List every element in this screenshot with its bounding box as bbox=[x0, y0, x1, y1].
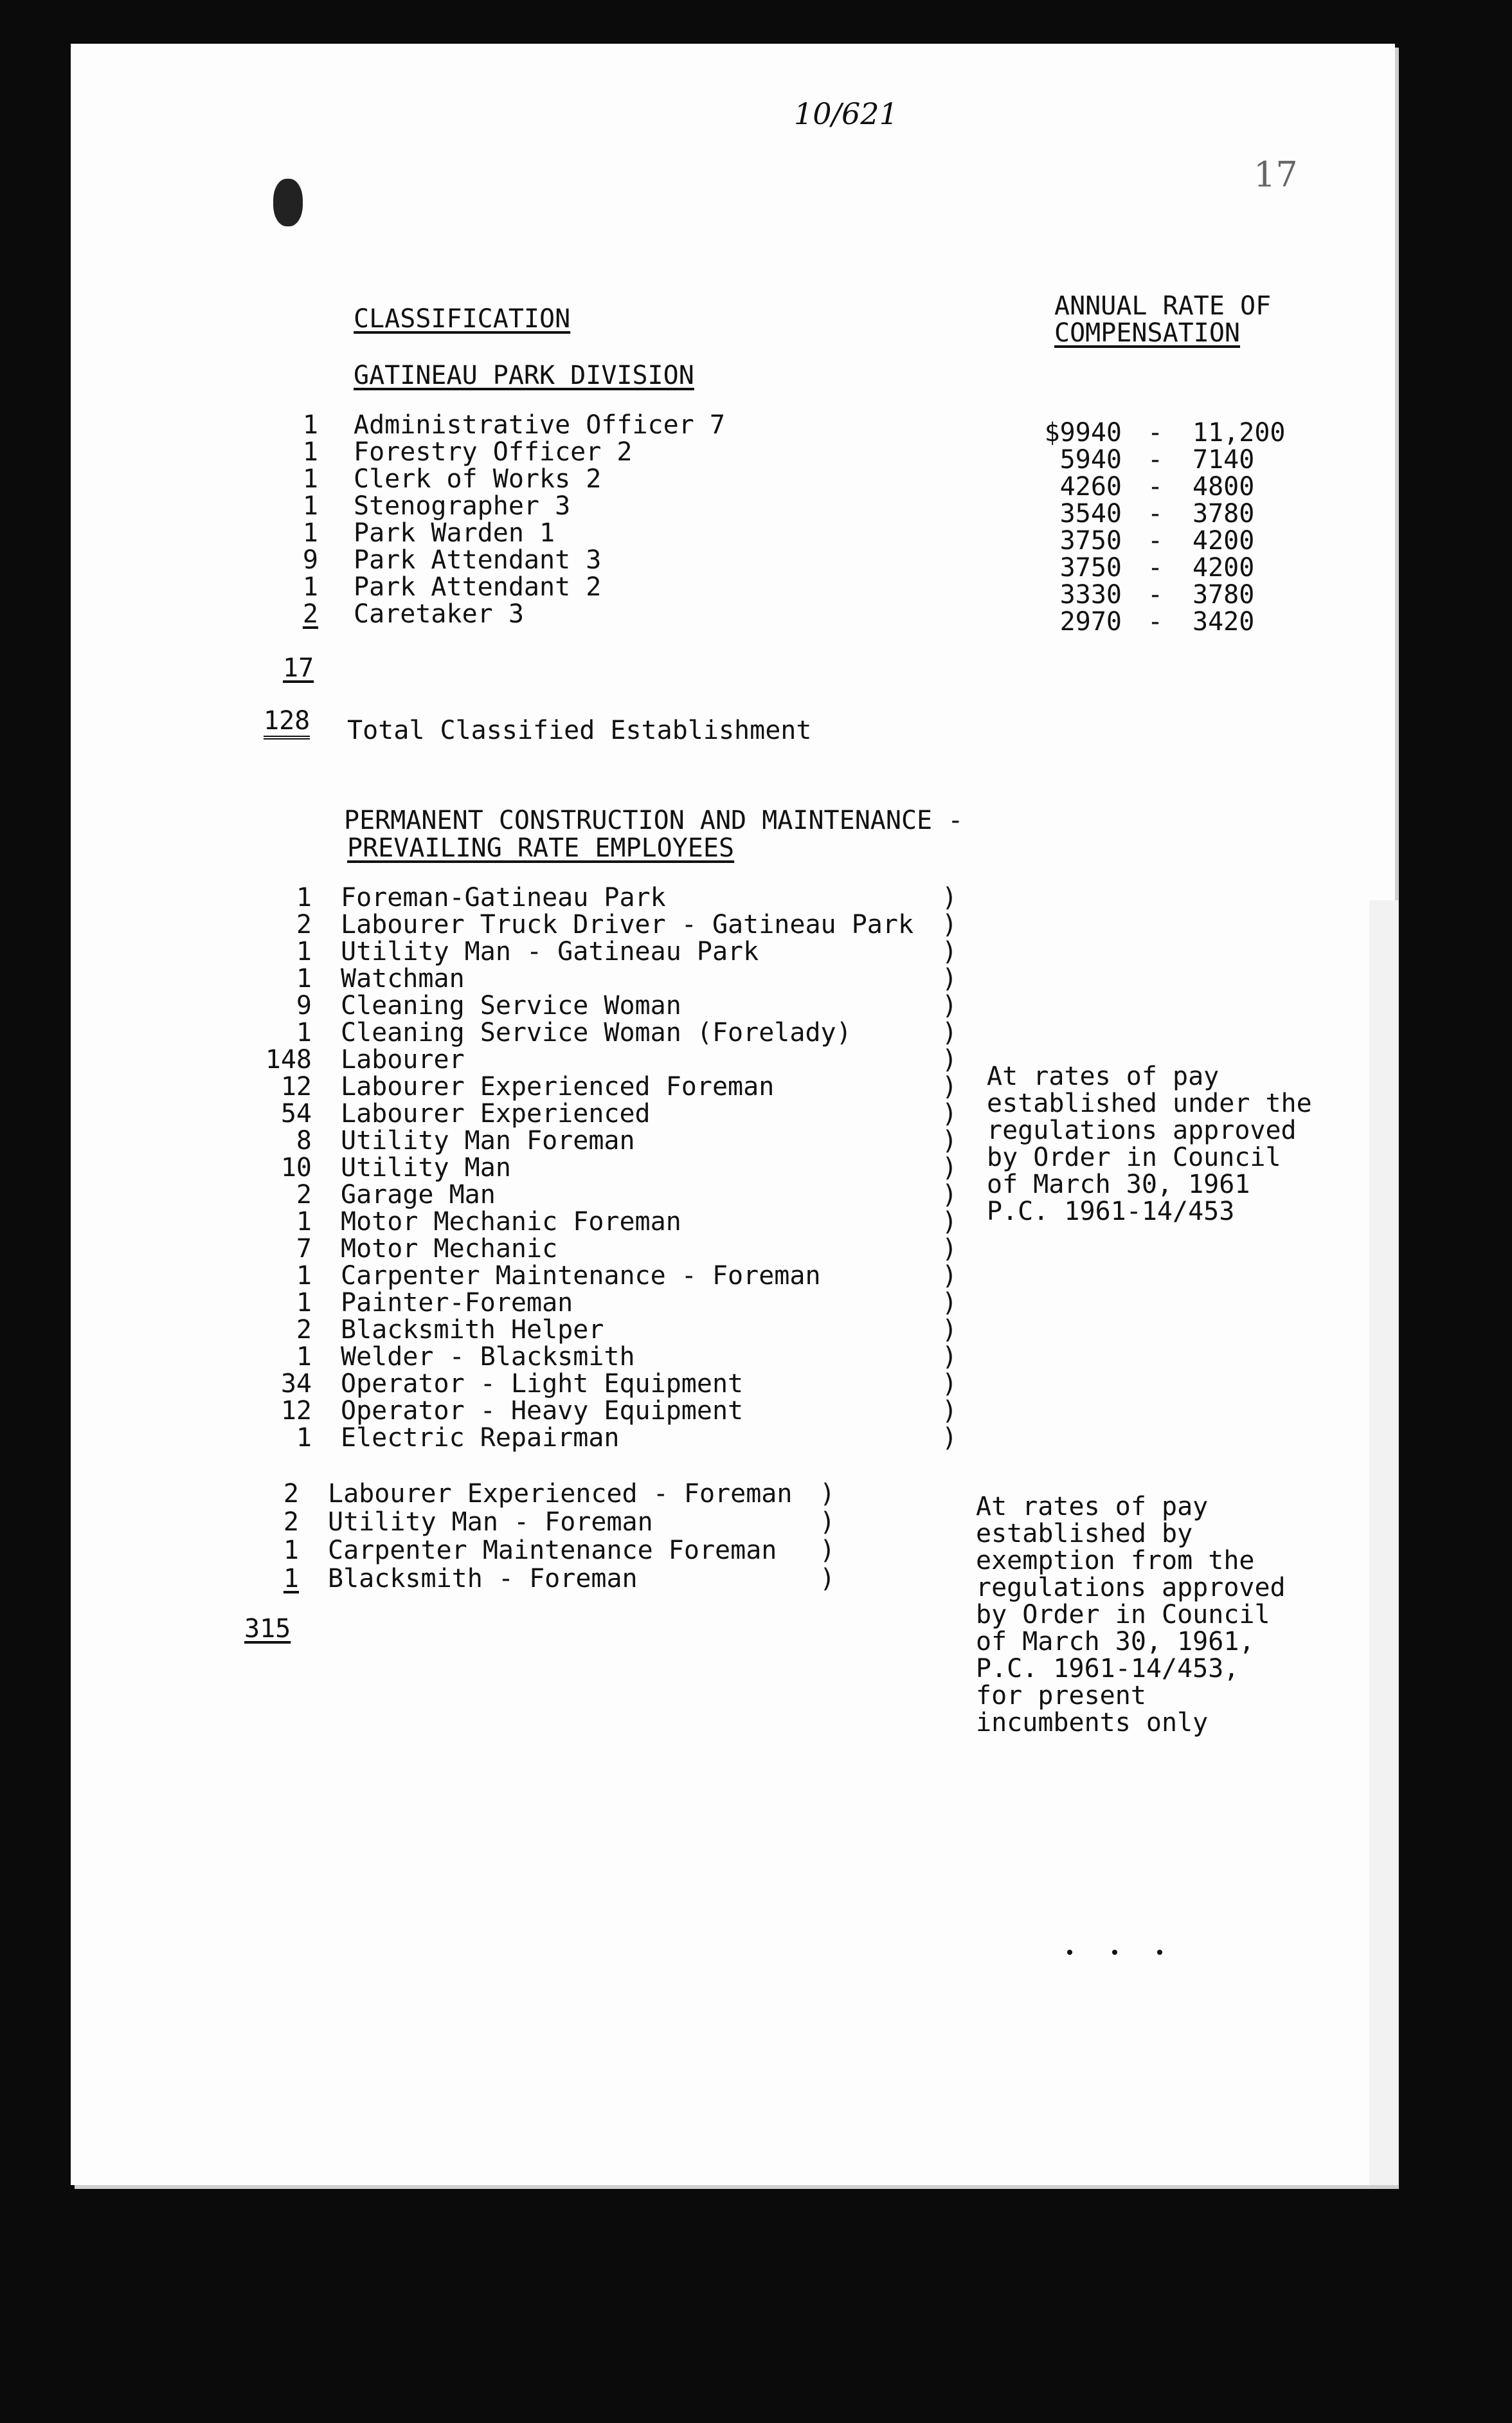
row-count: 7 bbox=[296, 1234, 312, 1264]
grand-total: 315 bbox=[244, 1614, 291, 1644]
note-line: by Order in Council bbox=[976, 1600, 1270, 1629]
classified-total-label: Total Classified Establishment bbox=[347, 716, 812, 745]
row-count: 54 bbox=[280, 1099, 312, 1129]
rate-high: 4800 bbox=[1192, 472, 1255, 502]
note-line: of March 30, 1961, bbox=[976, 1627, 1255, 1656]
note-line: regulations approved bbox=[987, 1116, 1297, 1145]
row-count: 1 bbox=[302, 410, 318, 440]
page-number: 17 bbox=[1254, 154, 1298, 195]
bracket: ) bbox=[942, 883, 958, 912]
row-count: 1 bbox=[296, 1423, 312, 1453]
rate-dash: - bbox=[1148, 472, 1164, 502]
rate-dash: - bbox=[1148, 580, 1164, 610]
row-title: Painter-Foreman bbox=[341, 1288, 573, 1318]
rate-low: 2970 bbox=[1059, 607, 1122, 637]
row-count: 1 bbox=[302, 437, 318, 467]
row-count: 1 bbox=[302, 491, 318, 521]
rate-low: $9940 bbox=[1044, 418, 1122, 448]
division-total: 17 bbox=[283, 653, 314, 683]
row-title: Operator - Light Equipment bbox=[341, 1369, 744, 1399]
row-title: Carpenter Maintenance Foreman bbox=[328, 1536, 777, 1565]
rate-dash: - bbox=[1148, 526, 1164, 556]
row-count: 1 bbox=[283, 1536, 299, 1565]
row-title: Administrative Officer 7 bbox=[354, 410, 725, 440]
rate-low: 5940 bbox=[1059, 445, 1122, 475]
row-count: 2 bbox=[296, 910, 312, 939]
row-title: Labourer Experienced - Foreman bbox=[328, 1479, 793, 1509]
note-line: regulations approved bbox=[976, 1573, 1286, 1602]
note-line: for present bbox=[976, 1681, 1146, 1711]
row-count: 9 bbox=[302, 545, 318, 575]
row-count: 12 bbox=[280, 1396, 312, 1426]
rate-dash: - bbox=[1148, 499, 1164, 529]
row-count: 2 bbox=[296, 1315, 312, 1345]
row-title: Foreman-Gatineau Park bbox=[341, 883, 666, 912]
row-title: Carpenter Maintenance - Foreman bbox=[341, 1261, 821, 1291]
bracket: ) bbox=[820, 1479, 836, 1509]
row-title: Watchman bbox=[341, 964, 465, 994]
rate-high: 4200 bbox=[1192, 526, 1255, 556]
row-title: Blacksmith - Foreman bbox=[328, 1564, 638, 1593]
row-title: Motor Mechanic bbox=[341, 1234, 558, 1264]
bracket: ) bbox=[820, 1536, 836, 1565]
bracket: ) bbox=[942, 910, 958, 939]
bracket: ) bbox=[942, 1180, 958, 1210]
rate-low: 4260 bbox=[1059, 472, 1122, 502]
note-line: P.C. 1961-14/453, bbox=[976, 1654, 1239, 1683]
bracket: ) bbox=[942, 1369, 958, 1399]
rate-high: 3780 bbox=[1192, 580, 1255, 610]
row-title: Forestry Officer 2 bbox=[354, 437, 633, 467]
row-title: Cleaning Service Woman (Forelady) bbox=[341, 1018, 852, 1048]
row-count: 1 bbox=[296, 1261, 312, 1291]
row-title: Caretaker 3 bbox=[354, 599, 524, 629]
row-count: 10 bbox=[280, 1153, 312, 1183]
row-count: 1 bbox=[296, 937, 312, 966]
bracket: ) bbox=[942, 1342, 958, 1372]
row-count: 12 bbox=[280, 1072, 312, 1102]
rate-high: 11,200 bbox=[1192, 418, 1286, 448]
row-count: 9 bbox=[296, 991, 312, 1021]
rate-high: 3420 bbox=[1192, 607, 1255, 637]
row-title: Clerk of Works 2 bbox=[354, 464, 602, 494]
row-count: 148 bbox=[265, 1045, 312, 1075]
rate-low: 3330 bbox=[1059, 580, 1122, 610]
row-count: 1 bbox=[302, 572, 318, 602]
row-title: Labourer Experienced bbox=[341, 1099, 651, 1129]
bracket: ) bbox=[942, 1126, 958, 1156]
bracket: ) bbox=[942, 1234, 958, 1264]
bracket: ) bbox=[820, 1507, 836, 1537]
row-count: 1 bbox=[296, 1288, 312, 1318]
row-count: 8 bbox=[296, 1126, 312, 1156]
rate-high: 4200 bbox=[1192, 553, 1255, 583]
bracket: ) bbox=[942, 1423, 958, 1453]
prevailing-heading-line1: PERMANENT CONSTRUCTION AND MAINTENANCE - bbox=[344, 806, 964, 835]
bracket: ) bbox=[942, 1288, 958, 1318]
row-count: 1 bbox=[296, 1207, 312, 1237]
row-count: 1 bbox=[302, 518, 318, 548]
row-count: 2 bbox=[283, 1479, 299, 1509]
row-count: 1 bbox=[296, 964, 312, 994]
row-count: 2 bbox=[296, 1180, 312, 1210]
row-title: Blacksmith Helper bbox=[341, 1315, 604, 1345]
rate-dash: - bbox=[1148, 607, 1164, 637]
page-edge bbox=[1369, 900, 1398, 2185]
row-count: 1 bbox=[296, 883, 312, 912]
row-count: 1 bbox=[283, 1564, 299, 1593]
bracket: ) bbox=[942, 991, 958, 1021]
row-count: 1 bbox=[302, 464, 318, 494]
note-line: established under the bbox=[987, 1089, 1312, 1118]
row-count: 2 bbox=[302, 599, 318, 629]
row-title: Park Attendant 2 bbox=[354, 572, 602, 602]
row-count: 1 bbox=[296, 1018, 312, 1048]
bracket: ) bbox=[942, 1099, 958, 1129]
bracket: ) bbox=[942, 1261, 958, 1291]
rate-low: 3750 bbox=[1059, 553, 1122, 583]
note-line: At rates of pay bbox=[976, 1492, 1209, 1521]
rate-header-line1: ANNUAL RATE OF bbox=[1054, 291, 1272, 321]
bracket: ) bbox=[942, 1153, 958, 1183]
rate-dash: - bbox=[1148, 445, 1164, 475]
row-title: Utility Man bbox=[341, 1153, 511, 1183]
row-title: Operator - Heavy Equipment bbox=[341, 1396, 744, 1426]
row-title: Stenographer 3 bbox=[354, 491, 571, 521]
row-title: Garage Man bbox=[341, 1180, 496, 1210]
bracket: ) bbox=[942, 1207, 958, 1237]
bracket: ) bbox=[942, 1315, 958, 1345]
bracket: ) bbox=[942, 1396, 958, 1426]
prevailing-heading-line2: PREVAILING RATE EMPLOYEES bbox=[347, 833, 735, 863]
punch-hole-mark bbox=[273, 179, 303, 226]
row-title: Welder - Blacksmith bbox=[341, 1342, 635, 1372]
row-title: Labourer Experienced Foreman bbox=[341, 1072, 775, 1102]
row-title: Utility Man - Gatineau Park bbox=[341, 937, 759, 966]
row-title: Park Warden 1 bbox=[354, 518, 555, 548]
note-line: by Order in Council bbox=[987, 1143, 1281, 1172]
rate-high: 3780 bbox=[1192, 499, 1255, 529]
row-title: Park Attendant 3 bbox=[354, 545, 602, 575]
rate-low: 3750 bbox=[1059, 526, 1122, 556]
row-title: Electric Repairman bbox=[341, 1423, 620, 1453]
bracket: ) bbox=[942, 964, 958, 994]
row-count: 2 bbox=[283, 1507, 299, 1537]
bracket: ) bbox=[942, 937, 958, 966]
note-line: P.C. 1961-14/453 bbox=[987, 1197, 1235, 1226]
note-line: of March 30, 1961 bbox=[987, 1170, 1250, 1199]
bracket: ) bbox=[942, 1018, 958, 1048]
rate-dash: - bbox=[1148, 418, 1164, 448]
classification-header: CLASSIFICATION bbox=[354, 304, 571, 334]
bracket: ) bbox=[942, 1072, 958, 1102]
row-count: 34 bbox=[280, 1369, 312, 1399]
continuation-dots bbox=[1067, 1945, 1202, 1957]
rate-low: 3540 bbox=[1059, 499, 1122, 529]
rate-header-line2: COMPENSATION bbox=[1054, 318, 1240, 348]
row-title: Utility Man Foreman bbox=[341, 1126, 635, 1156]
rate-dash: - bbox=[1148, 553, 1164, 583]
row-title: Utility Man - Foreman bbox=[328, 1507, 653, 1537]
bracket: ) bbox=[820, 1564, 836, 1593]
note-line: established by bbox=[976, 1519, 1193, 1548]
bracket: ) bbox=[942, 1045, 958, 1075]
note-line: incumbents only bbox=[976, 1708, 1209, 1738]
note-line: At rates of pay bbox=[987, 1062, 1220, 1091]
row-title: Cleaning Service Woman bbox=[341, 991, 681, 1021]
row-title: Motor Mechanic Foreman bbox=[341, 1207, 681, 1237]
division-header: GATINEAU PARK DIVISION bbox=[354, 361, 694, 390]
rate-high: 7140 bbox=[1192, 445, 1255, 475]
row-count: 1 bbox=[296, 1342, 312, 1372]
row-title: Labourer bbox=[341, 1045, 465, 1075]
classified-total-count: 128 bbox=[264, 707, 310, 740]
row-title: Labourer Truck Driver - Gatineau Park bbox=[341, 910, 914, 939]
note-line: exemption from the bbox=[976, 1546, 1255, 1575]
handwritten-reference: 10/621 bbox=[794, 96, 898, 131]
